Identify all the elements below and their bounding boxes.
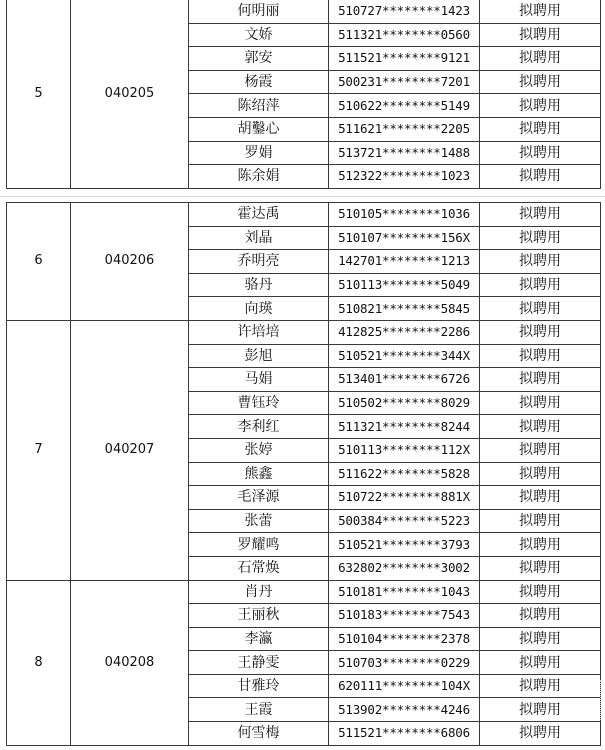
hiring-status: 拟聘用 (480, 698, 601, 722)
hiring-status: 拟聘用 (480, 141, 601, 165)
candidate-name: 郭安 (189, 47, 329, 71)
masked-id-number: 620111********104X (329, 674, 480, 698)
candidate-name: 熊鑫 (189, 462, 329, 486)
candidate-name: 李利红 (189, 415, 329, 439)
masked-id-number: 512322********1023 (329, 165, 480, 189)
hiring-status: 拟聘用 (480, 556, 601, 580)
table-row (7, 0, 601, 23)
masked-id-number: 412825********2286 (329, 320, 480, 344)
scan-edge-marks (600, 680, 605, 720)
candidate-name: 甘雅玲 (189, 674, 329, 698)
hiring-status: 拟聘用 (480, 250, 601, 274)
masked-id-number: 510113********5049 (329, 273, 480, 297)
candidate-name: 曹钰玲 (189, 391, 329, 415)
masked-id-number: 510181********1043 (329, 580, 480, 604)
masked-id-number: 513721********1488 (329, 141, 480, 165)
masked-id-number: 510113********112X (329, 438, 480, 462)
candidate-name: 杨霞 (189, 70, 329, 94)
candidate-name: 马娟 (189, 368, 329, 392)
masked-id-number: 510521********344X (329, 344, 480, 368)
masked-id-number: 511621********2205 (329, 117, 480, 141)
roster-table-body (7, 0, 601, 188)
hiring-status: 拟聘用 (480, 415, 601, 439)
masked-id-number: 510107********156X (329, 226, 480, 250)
candidate-name: 罗耀鸣 (189, 533, 329, 557)
candidate-name: 李瀛 (189, 627, 329, 651)
masked-id-number: 510722********881X (329, 486, 480, 510)
candidate-name: 何雪梅 (189, 722, 329, 746)
hiring-status: 拟聘用 (480, 391, 601, 415)
page-break-divider (0, 196, 605, 197)
hiring-status: 拟聘用 (480, 438, 601, 462)
hiring-status: 拟聘用 (480, 533, 601, 557)
table-row (7, 320, 601, 344)
candidate-name: 罗娟 (189, 141, 329, 165)
roster-table-page-1 (6, 0, 601, 189)
candidate-name: 何明丽 (189, 0, 329, 23)
masked-id-number: 511321********8244 (329, 415, 480, 439)
hiring-status: 拟聘用 (480, 580, 601, 604)
masked-id-number: 511521********6806 (329, 722, 480, 746)
candidate-name: 毛泽源 (189, 486, 329, 510)
masked-id-number: 510183********7543 (329, 604, 480, 628)
candidate-name: 张婷 (189, 438, 329, 462)
candidate-name: 刘晶 (189, 226, 329, 250)
hiring-status: 拟聘用 (480, 604, 601, 628)
masked-id-number: 142701********1213 (329, 250, 480, 274)
candidate-name: 骆丹 (189, 273, 329, 297)
masked-id-number: 513401********6726 (329, 368, 480, 392)
hiring-status: 拟聘用 (480, 94, 601, 118)
hiring-status: 拟聘用 (480, 273, 601, 297)
candidate-name: 陈余娟 (189, 165, 329, 189)
masked-id-number: 510105********1036 (329, 203, 480, 227)
candidate-name: 石常焕 (189, 556, 329, 580)
group-sequence-number: 5 (7, 0, 71, 188)
hiring-status: 拟聘用 (480, 203, 601, 227)
hiring-status: 拟聘用 (480, 297, 601, 321)
hiring-status: 拟聘用 (480, 722, 601, 746)
candidate-name: 陈绍萍 (189, 94, 329, 118)
candidate-name: 乔明亮 (189, 250, 329, 274)
candidate-name: 张蕾 (189, 509, 329, 533)
hiring-status: 拟聘用 (480, 368, 601, 392)
roster-table-page-2 (6, 202, 601, 746)
hiring-status: 拟聘用 (480, 47, 601, 71)
group-sequence-number: 8 (7, 580, 71, 745)
masked-id-number: 510521********3793 (329, 533, 480, 557)
hiring-status: 拟聘用 (480, 23, 601, 47)
candidate-name: 肖丹 (189, 580, 329, 604)
hiring-status: 拟聘用 (480, 117, 601, 141)
candidate-name: 王霞 (189, 698, 329, 722)
masked-id-number: 511321********0560 (329, 23, 480, 47)
masked-id-number: 510104********2378 (329, 627, 480, 651)
hiring-status: 拟聘用 (480, 70, 601, 94)
masked-id-number: 632802********3002 (329, 556, 480, 580)
hiring-status: 拟聘用 (480, 627, 601, 651)
candidate-name: 王丽秋 (189, 604, 329, 628)
masked-id-number: 510821********5845 (329, 297, 480, 321)
hiring-status: 拟聘用 (480, 344, 601, 368)
masked-id-number: 510703********0229 (329, 651, 480, 675)
candidate-name: 许培培 (189, 320, 329, 344)
hiring-status: 拟聘用 (480, 320, 601, 344)
group-sequence-number: 7 (7, 320, 71, 580)
masked-id-number: 511521********9121 (329, 47, 480, 71)
table-row (7, 203, 601, 227)
position-code: 040205 (71, 0, 189, 188)
masked-id-number: 500231********7201 (329, 70, 480, 94)
candidate-name: 向瑛 (189, 297, 329, 321)
roster-table-body (7, 203, 601, 746)
position-code: 040207 (71, 320, 189, 580)
position-code: 040206 (71, 203, 189, 321)
hiring-status: 拟聘用 (480, 651, 601, 675)
candidate-name: 霍达禹 (189, 203, 329, 227)
candidate-name: 彭旭 (189, 344, 329, 368)
masked-id-number: 510502********8029 (329, 391, 480, 415)
hiring-status: 拟聘用 (480, 165, 601, 189)
hiring-status: 拟聘用 (480, 462, 601, 486)
hiring-status: 拟聘用 (480, 226, 601, 250)
hiring-status: 拟聘用 (480, 486, 601, 510)
candidate-name: 王静雯 (189, 651, 329, 675)
hiring-status: 拟聘用 (480, 0, 601, 23)
masked-id-number: 511622********5828 (329, 462, 480, 486)
masked-id-number: 510727********1423 (329, 0, 480, 23)
candidate-name: 胡鑿心 (189, 117, 329, 141)
table-row (7, 580, 601, 604)
masked-id-number: 513902********4246 (329, 698, 480, 722)
masked-id-number: 500384********5223 (329, 509, 480, 533)
hiring-status: 拟聘用 (480, 509, 601, 533)
masked-id-number: 510622********5149 (329, 94, 480, 118)
position-code: 040208 (71, 580, 189, 745)
group-sequence-number: 6 (7, 203, 71, 321)
candidate-name: 文娇 (189, 23, 329, 47)
hiring-status: 拟聘用 (480, 674, 601, 698)
